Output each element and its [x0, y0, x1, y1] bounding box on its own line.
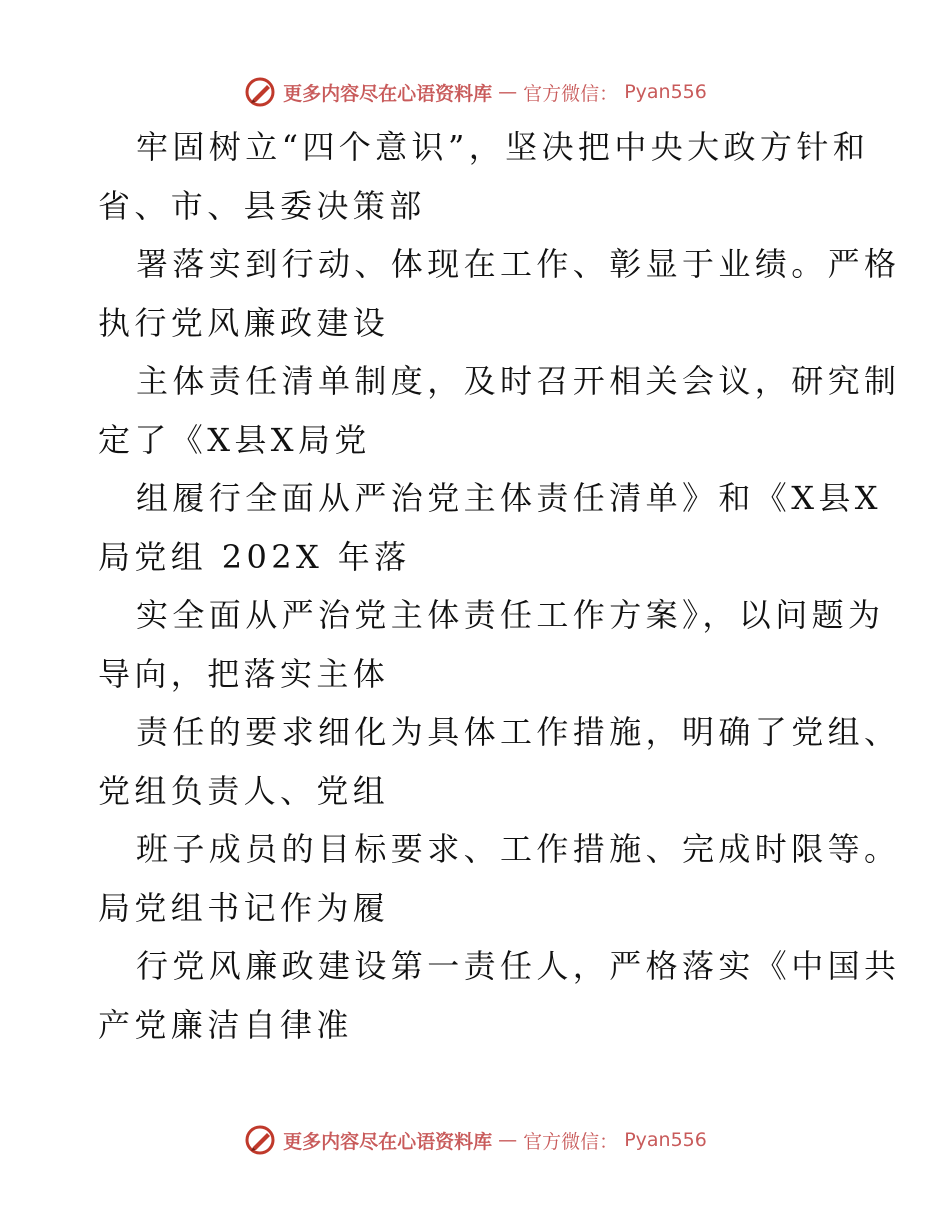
- watermark-text: 更多内容尽在心语资料库: [283, 82, 493, 105]
- pen-logo-icon: [243, 75, 277, 109]
- paragraph-line: 牢固树立“四个意识”，坚决把中央大政方针和: [136, 128, 870, 166]
- document-body: [98, 118, 901, 1054]
- watermark-wechat-label: 官方微信：: [523, 1130, 619, 1153]
- paragraph: [98, 937, 901, 1054]
- watermark-wechat-label: 官方微信：: [523, 82, 619, 105]
- paragraph: [98, 703, 901, 820]
- paragraph-line: 行党风廉政建设第一责任人，严格落实《中国共: [136, 947, 901, 985]
- paragraph-line: 执行党风廉政建设: [98, 303, 390, 342]
- paragraph-line: 党组负责人、党组: [98, 771, 390, 810]
- header-watermark: [0, 72, 950, 112]
- footer-watermark: [0, 1120, 950, 1160]
- watermark-wechat-id: Pyan556: [624, 81, 707, 103]
- paragraph-line: 定了《X县X局党: [98, 420, 371, 459]
- paragraph-line: 责任的要求细化为具体工作措施，明确了党组、: [136, 713, 901, 751]
- paragraph-line: 主体责任清单制度，及时召开相关会议，研究制: [136, 362, 901, 400]
- paragraph: [98, 118, 870, 235]
- paragraph: [98, 235, 901, 352]
- paragraph-line: 省、市、县委决策部: [98, 186, 426, 225]
- paragraph-line: 实全面从严治党主体责任工作方案》，以问题为: [136, 596, 885, 634]
- paragraph-line: 局党组书记作为履: [98, 888, 390, 927]
- paragraph: [98, 469, 882, 586]
- watermark-text: 更多内容尽在心语资料库: [283, 1130, 493, 1153]
- paragraph: [98, 586, 885, 703]
- watermark-dash: —: [498, 1129, 518, 1151]
- paragraph: [98, 820, 901, 937]
- pen-logo-icon: [243, 1123, 277, 1157]
- paragraph: [98, 352, 901, 469]
- paragraph-line: 署落实到行动、体现在工作、彰显于业绩。严格: [136, 245, 901, 283]
- paragraph-line: 组履行全面从严治党主体责任清单》和《X县X: [136, 479, 882, 517]
- watermark-wechat-id: Pyan556: [624, 1129, 707, 1151]
- paragraph-line: 导向，把落实主体: [98, 654, 390, 693]
- paragraph-line: 班子成员的目标要求、工作措施、完成时限等。: [136, 830, 901, 868]
- watermark-dash: —: [498, 81, 518, 103]
- paragraph-line: 产党廉洁自律准: [98, 1005, 353, 1044]
- paragraph-line: 局党组 202X 年落: [98, 537, 411, 576]
